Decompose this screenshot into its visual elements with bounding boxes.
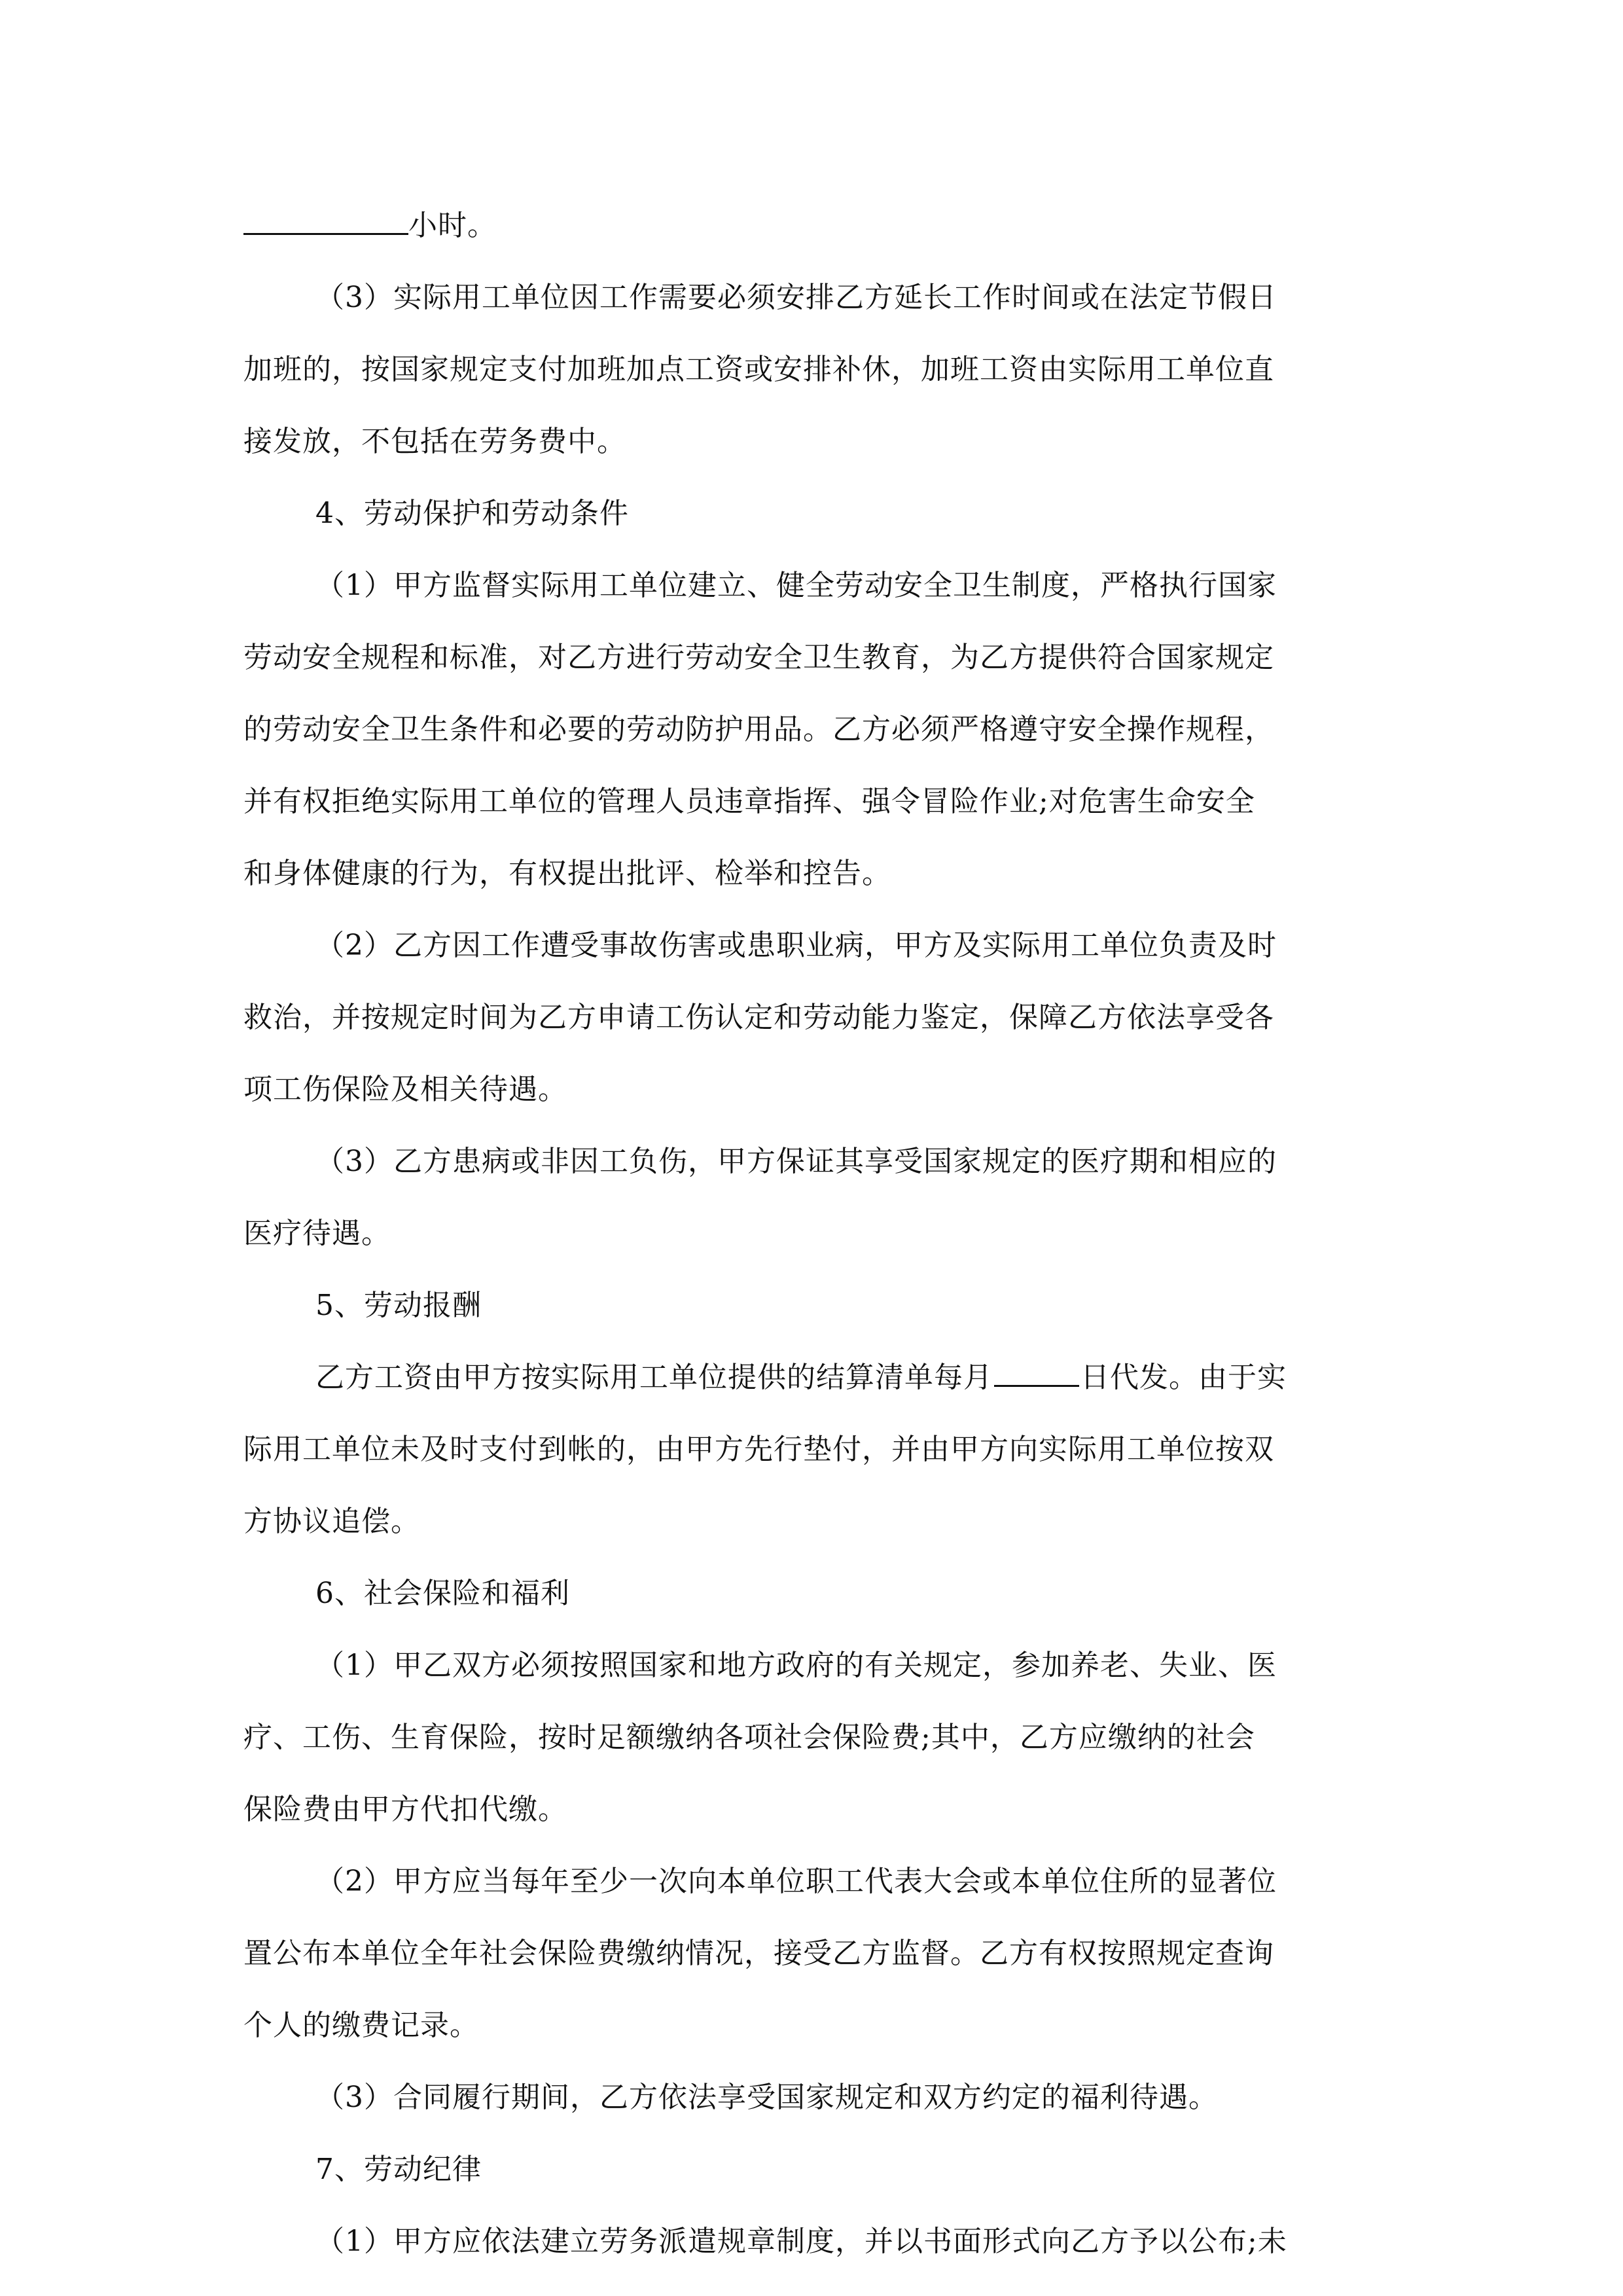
text-line: 并有权拒绝实际用工单位的管理人员违章指挥、强令冒险作业;对危害生命安全 — [243, 785, 1255, 818]
text-line: （3）乙方患病或非因工负伤，甲方保证其享受国家规定的医疗期和相应的 — [315, 1145, 1277, 1178]
text-line: 项工伤保险及相关待遇。 — [243, 1073, 567, 1106]
section-heading: 7、劳动纪律 — [315, 2153, 482, 2186]
text-line: 置公布本单位全年社会保险费缴纳情况，接受乙方监督。乙方有权按照规定查询 — [243, 1937, 1274, 1970]
text-line: 的劳动安全卫生条件和必要的劳动防护用品。乙方必须严格遵守安全操作规程， — [243, 713, 1274, 746]
text-line: 疗、工伤、生育保险，按时足额缴纳各项社会保险费;其中，乙方应缴纳的社会 — [243, 1721, 1255, 1754]
section-heading: 4、劳动保护和劳动条件 — [315, 497, 629, 530]
text-line: （1）甲方监督实际用工单位建立、健全劳动安全卫生制度，严格执行国家 — [315, 569, 1277, 602]
text-line: （2）甲方应当每年至少一次向本单位职工代表大会或本单位住所的显著位 — [315, 1865, 1277, 1898]
text-line: （1）甲方应依法建立劳务派遣规章制度，并以书面形式向乙方予以公布;未 — [315, 2225, 1287, 2258]
document-page — [243, 190, 1376, 2278]
text-line: （2）乙方因工作遭受事故伤害或患职业病，甲方及实际用工单位负责及时 — [315, 929, 1277, 962]
text-line: 加班的，按国家规定支付加班加点工资或安排补休，加班工资由实际用工单位直 — [243, 353, 1274, 386]
text-line: 小时。 — [243, 190, 1376, 262]
blank-field — [994, 1359, 1079, 1387]
text-line: 接发放，不包括在劳务费中。 — [243, 425, 626, 458]
text-line: 乙方工资由甲方按实际用工单位提供的结算清单每月 日代发。由于实 — [243, 1342, 1376, 1414]
text-line: （3）实际用工单位因工作需要必须安排乙方延长工作时间或在法定节假日 — [315, 281, 1277, 314]
text-line: 救治，并按规定时间为乙方申请工伤认定和劳动能力鉴定，保障乙方依法享受各 — [243, 1001, 1274, 1034]
text-line: 方协议追偿。 — [243, 1505, 420, 1538]
text-line: 和身体健康的行为，有权提出批评、检举和控告。 — [243, 857, 891, 890]
text-line: 劳动安全规程和标准，对乙方进行劳动安全卫生教育，为乙方提供符合国家规定 — [243, 641, 1274, 674]
text-line: 保险费由甲方代扣代缴。 — [243, 1793, 567, 1826]
text-line: （3）合同履行期间，乙方依法享受国家规定和双方约定的福利待遇。 — [315, 2081, 1218, 2114]
text-line: （1）甲乙双方必须按照国家和地方政府的有关规定，参加养老、失业、医 — [315, 1649, 1277, 1682]
section-heading: 6、社会保险和福利 — [315, 1577, 570, 1610]
text-line: 医疗待遇。 — [243, 1217, 391, 1250]
section-heading: 5、劳动报酬 — [315, 1289, 482, 1322]
text-line: 个人的缴费记录。 — [243, 2009, 479, 2042]
blank-field — [243, 207, 408, 235]
text-line: 际用工单位未及时支付到帐的，由甲方先行垫付，并由甲方向实际用工单位按双 — [243, 1433, 1274, 1466]
